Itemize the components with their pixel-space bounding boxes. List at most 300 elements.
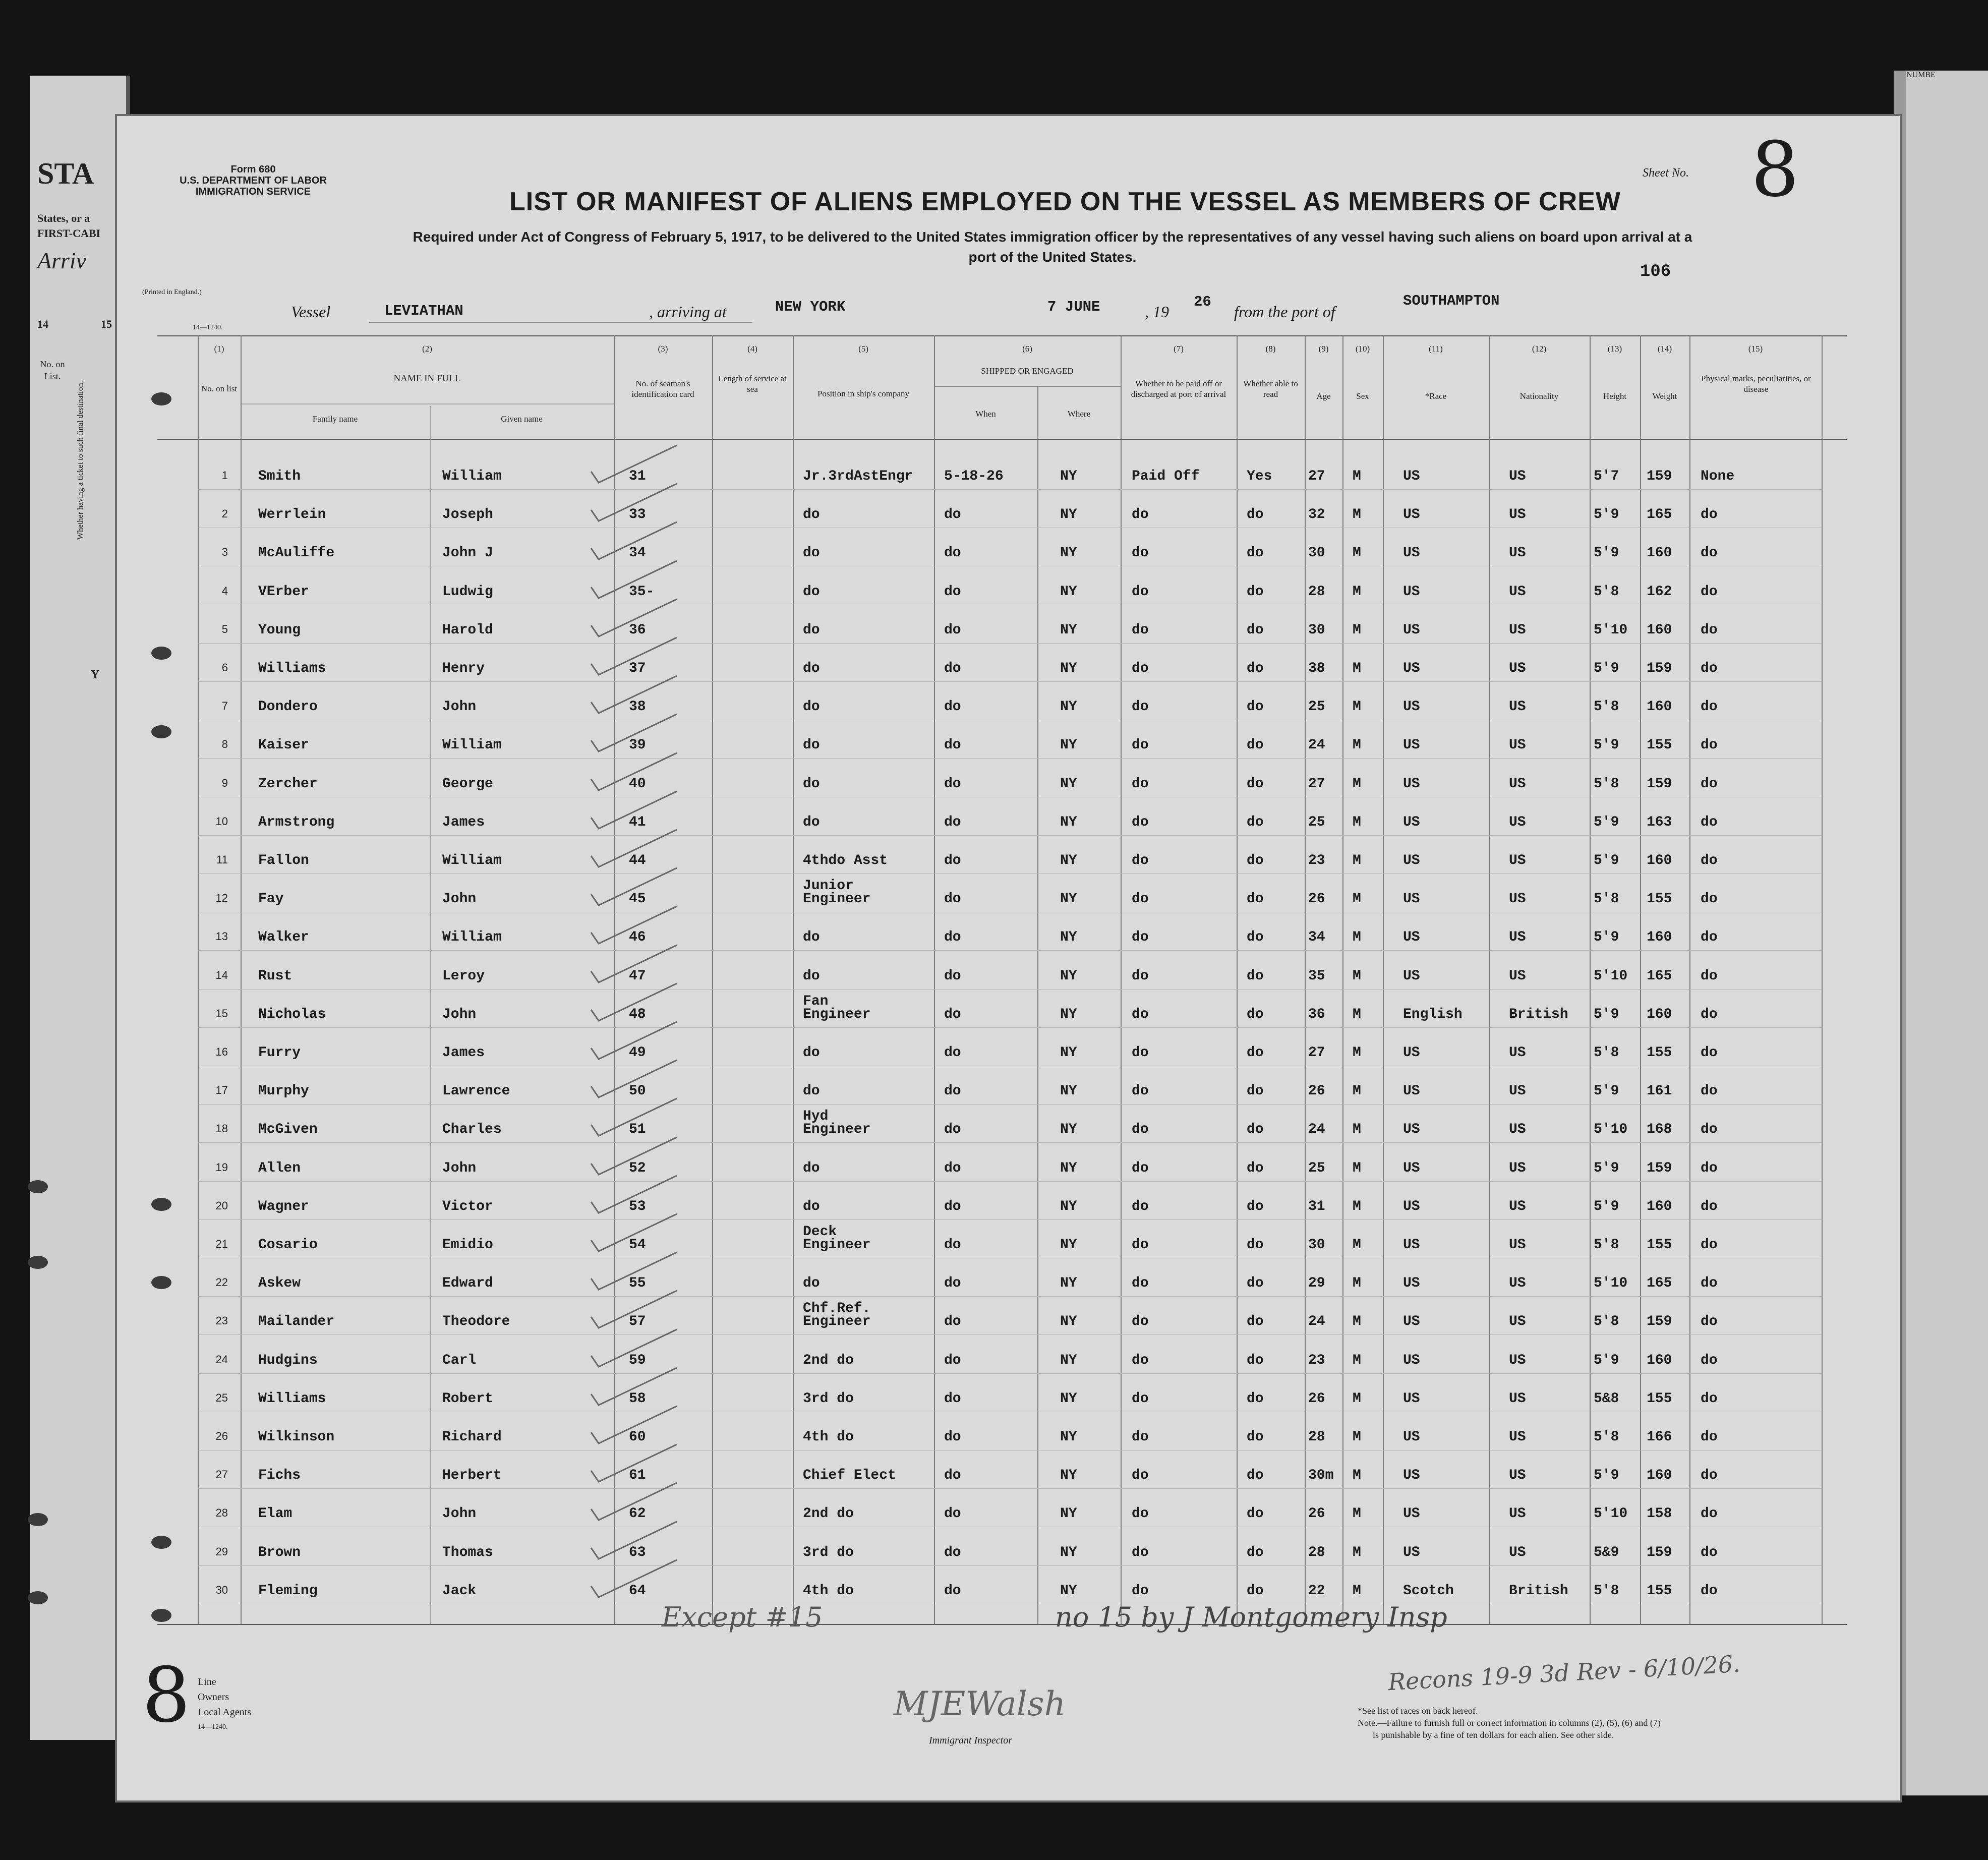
family-name: Fleming — [258, 1583, 318, 1599]
age: 30 — [1308, 1237, 1325, 1253]
form-number: Form 680 — [230, 164, 276, 175]
paid-off: do — [1132, 968, 1149, 984]
punch-hole — [151, 647, 171, 660]
shipped-where: NY — [1060, 1006, 1077, 1022]
punch-hole — [28, 1180, 48, 1193]
able-to-read: do — [1247, 1045, 1264, 1061]
nationality: US — [1509, 1468, 1526, 1484]
shipped-where: NY — [1060, 968, 1077, 984]
sex: M — [1353, 507, 1361, 523]
col-num: (9) — [1318, 344, 1329, 354]
paid-off: do — [1132, 1544, 1149, 1560]
nationality: US — [1509, 776, 1526, 792]
race: US — [1403, 1314, 1420, 1330]
stamp-number: 106 — [1640, 262, 1671, 281]
age: 26 — [1308, 1083, 1325, 1099]
col-line — [1383, 335, 1384, 1624]
department: U.S. DEPARTMENT OF LABOR — [180, 175, 327, 186]
id-card-number: 53 — [629, 1198, 646, 1214]
footer-note-fine: is punishable by a fine of ten dollars for each alien. See other side. — [1373, 1730, 1614, 1740]
position: 3rd do — [803, 1390, 854, 1407]
age: 35 — [1308, 968, 1325, 984]
height: 5'9 — [1594, 507, 1619, 523]
given-name: Theodore — [442, 1314, 510, 1330]
family-name: Furry — [258, 1045, 301, 1061]
subtitle-line2: port of the United States. — [968, 249, 1137, 265]
height: 5'8 — [1594, 1045, 1619, 1061]
weight: 155 — [1647, 737, 1672, 753]
nationality: US — [1509, 1045, 1526, 1061]
col-line — [1305, 335, 1306, 1624]
shipped-when: do — [944, 1237, 961, 1253]
row-number: 7 — [221, 700, 228, 713]
given-name: Harold — [442, 622, 493, 638]
punch-hole — [151, 1198, 171, 1211]
row-number: 27 — [215, 1468, 228, 1481]
height: 5'9 — [1594, 1083, 1619, 1099]
from-port: SOUTHAMPTON — [1403, 293, 1500, 309]
nationality: US — [1509, 1160, 1526, 1176]
nationality: US — [1509, 891, 1526, 907]
underlying-right-label: NUMBE — [1906, 71, 1936, 79]
row-number: 1 — [221, 469, 228, 482]
underlying-y-mark: Y — [91, 668, 100, 681]
nationality: US — [1509, 661, 1526, 676]
age: 23 — [1308, 1352, 1325, 1368]
nationality: US — [1509, 1352, 1526, 1368]
age: 25 — [1308, 814, 1325, 830]
row-number: 18 — [215, 1122, 228, 1135]
row-rule — [198, 758, 1822, 759]
row-number: 22 — [215, 1276, 228, 1289]
col-num: (13) — [1607, 344, 1622, 354]
weight: 155 — [1647, 891, 1672, 907]
height: 5'8 — [1594, 891, 1619, 907]
race: US — [1403, 545, 1420, 561]
paid-off: do — [1132, 1314, 1149, 1330]
id-card-number: 64 — [629, 1583, 646, 1599]
shipped-subrule — [934, 386, 1121, 387]
header-no-on-list: No. on list — [201, 384, 238, 393]
family-name: Murphy — [258, 1083, 309, 1099]
sex: M — [1353, 699, 1361, 715]
shipped-when: do — [944, 1390, 961, 1407]
physical-marks: do — [1701, 661, 1718, 676]
family-name: Fay — [258, 891, 284, 907]
age: 26 — [1308, 1506, 1325, 1522]
physical-marks: do — [1701, 699, 1718, 715]
table-top-rule — [157, 335, 1847, 336]
physical-marks: do — [1701, 1583, 1718, 1599]
paid-off: do — [1132, 1390, 1149, 1407]
id-card-number: 63 — [629, 1544, 646, 1560]
id-card-number: 39 — [629, 737, 646, 753]
race: US — [1403, 891, 1420, 907]
nationality: British — [1509, 1006, 1568, 1022]
sex: M — [1353, 1468, 1361, 1484]
sex: M — [1353, 584, 1361, 600]
arriving-label: , arriving at — [649, 303, 727, 321]
sex: M — [1353, 469, 1361, 484]
sex: M — [1353, 1352, 1361, 1368]
shipped-when: do — [944, 776, 961, 792]
race: US — [1403, 1237, 1420, 1253]
physical-marks: do — [1701, 1045, 1718, 1061]
physical-marks: do — [1701, 1468, 1718, 1484]
nationality: US — [1509, 1506, 1526, 1522]
weight: 160 — [1647, 853, 1672, 868]
family-name: Zercher — [258, 776, 318, 792]
nationality: US — [1509, 814, 1526, 830]
physical-marks: do — [1701, 968, 1718, 984]
age: 24 — [1308, 737, 1325, 753]
shipped-where: NY — [1060, 1275, 1077, 1292]
shipped-when: do — [944, 968, 961, 984]
able-to-read: do — [1247, 1429, 1264, 1445]
height: 5&9 — [1594, 1544, 1619, 1560]
row-number: 19 — [215, 1160, 228, 1174]
shipped-when: do — [944, 622, 961, 638]
sex: M — [1353, 622, 1361, 638]
shipped-where: NY — [1060, 1468, 1077, 1484]
col-line — [793, 335, 794, 1624]
row-number: 30 — [215, 1583, 228, 1596]
able-to-read: do — [1247, 737, 1264, 753]
sex: M — [1353, 1045, 1361, 1061]
position: Chf.Ref. Engineer — [803, 1301, 871, 1330]
underlying-ticket-note: Whether having a ticket to such final destination. — [76, 381, 85, 540]
col-num: (10) — [1355, 344, 1370, 354]
paid-off: do — [1132, 853, 1149, 868]
col-num: (12) — [1532, 344, 1547, 354]
height: 5'9 — [1594, 929, 1619, 946]
shipped-where: NY — [1060, 507, 1077, 523]
row-number: 5 — [221, 622, 228, 635]
header-nationality: Nationality — [1519, 391, 1559, 401]
weight: 161 — [1647, 1083, 1672, 1099]
able-to-read: do — [1247, 853, 1264, 868]
punch-hole — [28, 1256, 48, 1269]
family-name: Brown — [258, 1544, 301, 1560]
footer-owners: Owners — [198, 1692, 229, 1703]
nationality: US — [1509, 584, 1526, 600]
arrival-date: 7 JUNE — [1047, 299, 1100, 315]
col-num: (5) — [858, 344, 868, 354]
printed-note: (Printed in England.) — [142, 288, 202, 296]
family-name: VErber — [258, 584, 309, 600]
age: 38 — [1308, 661, 1325, 676]
except-note: Except #15 — [662, 1601, 823, 1633]
height: 5'9 — [1594, 1468, 1619, 1484]
weight: 160 — [1647, 1352, 1672, 1368]
weight: 160 — [1647, 545, 1672, 561]
col-line — [1342, 335, 1343, 1624]
row-number: 3 — [221, 546, 228, 559]
sex: M — [1353, 776, 1361, 792]
row-rule — [198, 643, 1822, 644]
from-label: from the port of — [1234, 303, 1335, 321]
weight: 155 — [1647, 1045, 1672, 1061]
col-num: (11) — [1429, 344, 1443, 354]
shipped-where: NY — [1060, 1160, 1077, 1176]
row-rule — [198, 681, 1822, 682]
height: 5'10 — [1594, 622, 1628, 638]
paid-off: do — [1132, 507, 1149, 523]
col-line — [712, 335, 713, 1624]
given-name: Robert — [442, 1390, 493, 1407]
shipped-when: do — [944, 584, 961, 600]
able-to-read: do — [1247, 1198, 1264, 1214]
col-line — [1590, 335, 1591, 1624]
weight: 159 — [1647, 661, 1672, 676]
row-number: 24 — [215, 1353, 228, 1366]
given-name: Thomas — [442, 1544, 493, 1560]
position: 4th do — [803, 1583, 854, 1599]
id-card-number: 35- — [629, 584, 655, 600]
underlying-page-right-top — [1906, 71, 1988, 1795]
row-number: 23 — [215, 1314, 228, 1327]
paid-off: do — [1132, 1006, 1149, 1022]
col-num: (3) — [658, 344, 668, 354]
able-to-read: do — [1247, 929, 1264, 946]
family-name: Allen — [258, 1160, 301, 1176]
height: 5'9 — [1594, 853, 1619, 868]
sex: M — [1353, 545, 1361, 561]
col-line — [241, 335, 242, 1624]
able-to-read: do — [1247, 1160, 1264, 1176]
shipped-when: 5-18-26 — [944, 469, 1004, 484]
position: do — [803, 699, 820, 715]
paid-off: Paid Off — [1132, 469, 1200, 484]
weight: 165 — [1647, 507, 1672, 523]
physical-marks: do — [1701, 1429, 1718, 1445]
paid-off: do — [1132, 1122, 1149, 1138]
race: US — [1403, 1045, 1420, 1061]
height: 5'9 — [1594, 1160, 1619, 1176]
col-line — [430, 406, 431, 1624]
given-name: Charles — [442, 1122, 502, 1138]
position: do — [803, 1083, 820, 1099]
family-name: Wagner — [258, 1198, 309, 1214]
race: US — [1403, 507, 1420, 523]
family-name: Dondero — [258, 699, 318, 715]
paid-off: do — [1132, 814, 1149, 830]
physical-marks: do — [1701, 1314, 1718, 1330]
physical-marks: do — [1701, 1160, 1718, 1176]
paid-off: do — [1132, 699, 1149, 715]
paid-off: do — [1132, 1275, 1149, 1292]
underlying-col14: 14 — [37, 318, 48, 330]
physical-marks: do — [1701, 1352, 1718, 1368]
position: do — [803, 1160, 820, 1176]
shipped-when: do — [944, 1083, 961, 1099]
row-rule — [198, 1219, 1822, 1220]
service: IMMIGRATION SERVICE — [195, 186, 311, 197]
height: 5'8 — [1594, 776, 1619, 792]
row-number: 4 — [221, 584, 228, 597]
footer-labels — [198, 1674, 251, 1735]
col-line — [934, 335, 935, 1624]
physical-marks: do — [1701, 853, 1718, 868]
header-marks: Physical marks, peculiarities, or disease — [1701, 374, 1811, 394]
header-where: Where — [1067, 409, 1091, 419]
shipped-when: do — [944, 1006, 961, 1022]
age: 22 — [1308, 1583, 1325, 1599]
weight: 160 — [1647, 1468, 1672, 1484]
sex: M — [1353, 1160, 1361, 1176]
able-to-read: do — [1247, 1314, 1264, 1330]
age: 25 — [1308, 699, 1325, 715]
height: 5'9 — [1594, 1006, 1619, 1022]
id-card-number: 34 — [629, 545, 646, 561]
height: 5'9 — [1594, 545, 1619, 561]
position: do — [803, 1275, 820, 1292]
race: US — [1403, 1468, 1420, 1484]
paid-off: do — [1132, 737, 1149, 753]
sheet-number: 8 — [1751, 126, 1799, 214]
shipped-where: NY — [1060, 661, 1077, 676]
header-shipped: SHIPPED OR ENGAGED — [981, 366, 1074, 376]
height: 5'8 — [1594, 1583, 1619, 1599]
row-number: 28 — [215, 1506, 228, 1520]
id-card-number: 31 — [629, 469, 646, 484]
race: US — [1403, 737, 1420, 753]
height: 5'10 — [1594, 1506, 1628, 1522]
row-number: 21 — [215, 1238, 228, 1250]
shipped-where: NY — [1060, 1544, 1077, 1560]
nationality: US — [1509, 622, 1526, 638]
year-suffix: 26 — [1194, 294, 1211, 310]
shipped-when: do — [944, 853, 961, 868]
row-number: 9 — [221, 776, 228, 789]
race: US — [1403, 469, 1420, 484]
weight: 160 — [1647, 1006, 1672, 1022]
given-name: Victor — [442, 1198, 493, 1214]
form-code: 14—1240. — [193, 324, 223, 331]
race: US — [1403, 1352, 1420, 1368]
race: US — [1403, 1083, 1420, 1099]
col-num: (2) — [422, 344, 432, 354]
race: US — [1403, 776, 1420, 792]
header-age: Age — [1316, 391, 1331, 401]
nationality: US — [1509, 1275, 1526, 1292]
weight: 159 — [1647, 1160, 1672, 1176]
able-to-read: do — [1247, 661, 1264, 676]
id-card-number: 37 — [629, 661, 646, 676]
height: 5'9 — [1594, 661, 1619, 676]
sex: M — [1353, 891, 1361, 907]
shipped-where: NY — [1060, 545, 1077, 561]
row-number: 14 — [215, 968, 228, 981]
race: US — [1403, 968, 1420, 984]
header-paid-off: Whether to be paid off or discharged at port of arrival — [1131, 379, 1226, 399]
underlying-line1: States, or a — [37, 212, 90, 224]
physical-marks: do — [1701, 891, 1718, 907]
paid-off: do — [1132, 1083, 1149, 1099]
weight: 159 — [1647, 469, 1672, 484]
height: 5'9 — [1594, 1352, 1619, 1368]
id-card-number: 44 — [629, 853, 646, 868]
shipped-where: NY — [1060, 814, 1077, 830]
height: 5'9 — [1594, 737, 1619, 753]
row-rule — [198, 1181, 1822, 1182]
shipped-where: NY — [1060, 1390, 1077, 1407]
weight: 165 — [1647, 1275, 1672, 1292]
physical-marks: do — [1701, 545, 1718, 561]
sex: M — [1353, 814, 1361, 830]
position: Hyd Engineer — [803, 1109, 871, 1138]
given-name: William — [442, 469, 502, 484]
col-line — [1121, 335, 1122, 1624]
race: US — [1403, 661, 1420, 676]
id-card-number: 40 — [629, 776, 646, 792]
shipped-when: do — [944, 1198, 961, 1214]
row-number: 15 — [215, 1007, 228, 1020]
paid-off: do — [1132, 1160, 1149, 1176]
inspector-label: Immigrant Inspector — [929, 1735, 1012, 1746]
paid-off: do — [1132, 661, 1149, 676]
position: Fan Engineer — [803, 993, 871, 1022]
header-when: When — [975, 409, 996, 419]
col-line — [1037, 386, 1038, 1624]
nationality: US — [1509, 737, 1526, 753]
given-name: William — [442, 853, 502, 868]
paid-off: do — [1132, 1468, 1149, 1484]
shipped-where: NY — [1060, 737, 1077, 753]
sex: M — [1353, 1506, 1361, 1522]
row-rule — [198, 1488, 1822, 1489]
sex: M — [1353, 853, 1361, 868]
family-name: Young — [258, 622, 301, 638]
year-prefix: , 19 — [1145, 303, 1169, 321]
shipped-where: NY — [1060, 929, 1077, 946]
sex: M — [1353, 1083, 1361, 1099]
row-number: 6 — [221, 661, 228, 674]
race: US — [1403, 1544, 1420, 1560]
header-height: Height — [1603, 391, 1627, 401]
age: 36 — [1308, 1006, 1325, 1022]
physical-marks: do — [1701, 1390, 1718, 1407]
nationality: US — [1509, 1083, 1526, 1099]
able-to-read: do — [1247, 622, 1264, 638]
shipped-when: do — [944, 1429, 961, 1445]
position: Chief Elect — [803, 1468, 896, 1484]
age: 23 — [1308, 853, 1325, 868]
family-name: Hudgins — [258, 1352, 318, 1368]
weight: 163 — [1647, 814, 1672, 830]
position: do — [803, 545, 820, 561]
nationality: US — [1509, 1429, 1526, 1445]
given-name: Richard — [442, 1429, 502, 1445]
shipped-where: NY — [1060, 1506, 1077, 1522]
physical-marks: do — [1701, 622, 1718, 638]
age: 32 — [1308, 507, 1325, 523]
id-card-number: 48 — [629, 1006, 646, 1022]
col-num: (8) — [1265, 344, 1276, 354]
height: 5'8 — [1594, 1237, 1619, 1253]
shipped-when: do — [944, 507, 961, 523]
paid-off: do — [1132, 1237, 1149, 1253]
age: 24 — [1308, 1122, 1325, 1138]
given-name: Lawrence — [442, 1083, 510, 1099]
able-to-read: do — [1247, 1544, 1264, 1560]
underlying-col15: 15 — [101, 318, 112, 330]
weight: 160 — [1647, 929, 1672, 946]
shipped-when: do — [944, 1506, 961, 1522]
paid-off: do — [1132, 1506, 1149, 1522]
family-name: McGiven — [258, 1122, 318, 1138]
paid-off: do — [1132, 622, 1149, 638]
